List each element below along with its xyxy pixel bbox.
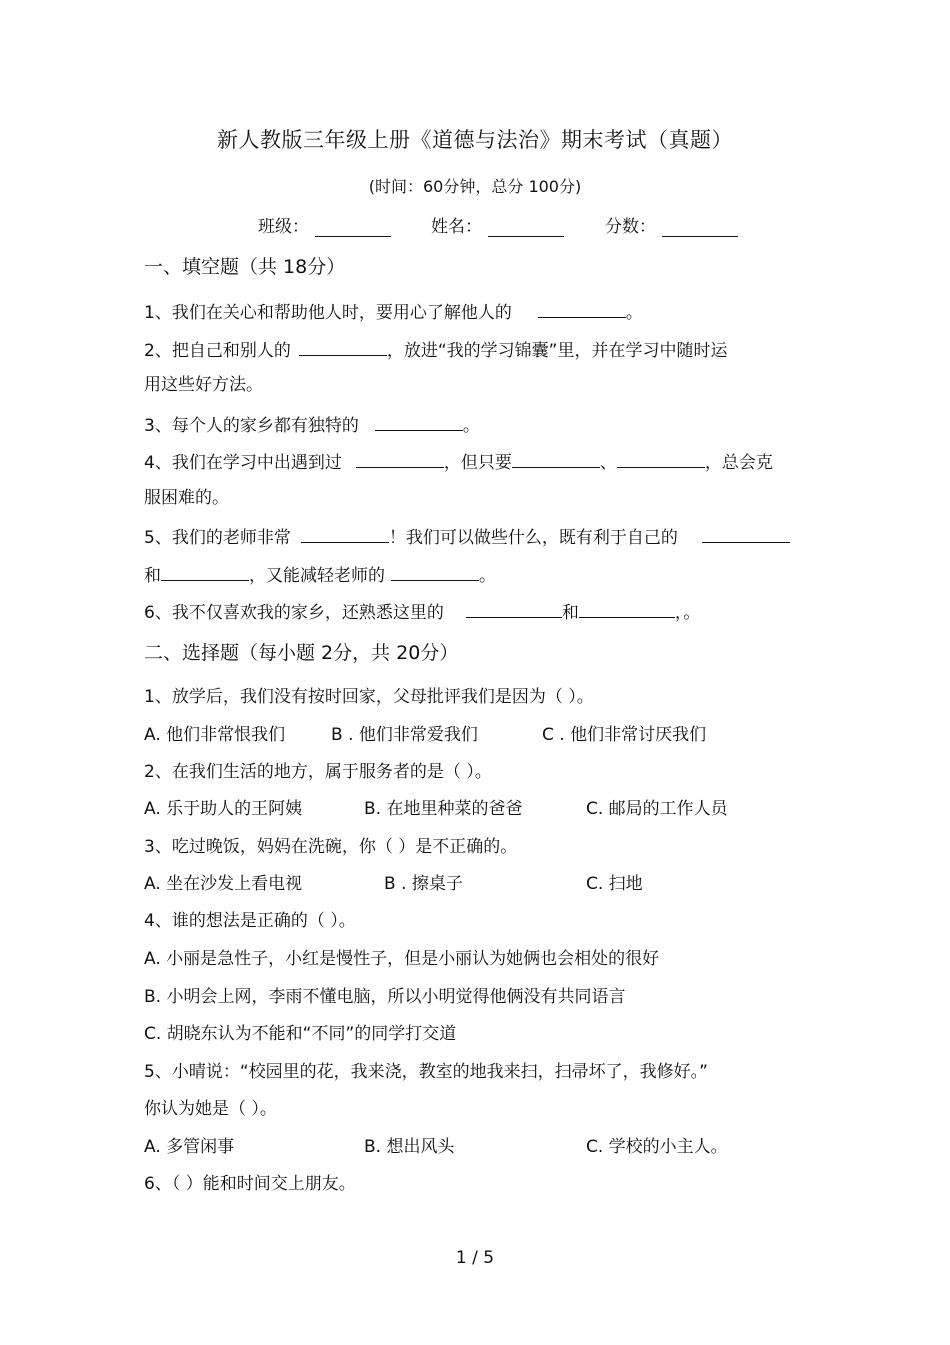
question-text: ，放进“我的学习锦囊”里，并在学习中随时运 — [386, 341, 728, 361]
option-c: C. 扫地 — [586, 874, 643, 894]
answer-blank — [391, 562, 479, 581]
question-continuation: 你认为她是（ ）。 — [144, 1099, 277, 1119]
question-text: ，但只要 — [443, 453, 512, 473]
question-text: 和 — [561, 603, 579, 623]
answer-blank — [161, 562, 249, 581]
answer-blank — [356, 449, 444, 468]
answer-blank — [512, 449, 600, 468]
choice-question-stem: 5、小晴说：“校园里的花，我来浇，教室的地我来扫，扫帚坏了，我修好。” — [144, 1062, 708, 1082]
option-a: A. 坐在沙发上看电视 — [144, 874, 303, 894]
choice-question-stem: 1、放学后，我们没有按时回家，父母批评我们是因为（ ）。 — [144, 687, 594, 707]
answer-blank — [375, 412, 463, 431]
fill-question — [144, 299, 643, 324]
question-text: ，又能减轻老师的 — [249, 566, 385, 586]
question-text: 6、我不仅喜欢我的家乡，还熟悉这里的 — [144, 603, 444, 623]
choice-question-stem: 6、（ ）能和时间交上朋友。 — [144, 1174, 356, 1194]
option-b: B. 想出风头 — [364, 1137, 455, 1157]
option-c: C . 他们非常讨厌我们 — [542, 725, 707, 745]
choice-question-stem: 3、吃过晚饭，妈妈在洗碗，你（ ）是不正确的。 — [144, 837, 518, 857]
question-text: ，。 — [674, 603, 701, 623]
fill-question — [144, 337, 727, 362]
name-blank — [488, 218, 564, 237]
name-label: 姓名： — [431, 217, 482, 237]
fill-question — [144, 524, 790, 549]
question-text: 5、我们的老师非常 — [144, 528, 291, 548]
question-text: 、 — [599, 453, 617, 473]
option-a: A. 多管闲事 — [144, 1137, 235, 1157]
choice-question-stem: 2、在我们生活的地方，属于服务者的是（ ）。 — [144, 762, 492, 782]
page-number: 1 / 5 — [455, 1248, 495, 1268]
question-text: 1、我们在关心和帮助他人时，要用心了解他人的 — [144, 303, 512, 323]
section-heading: 二、选择题（每小题 2分，共 20分） — [144, 642, 459, 664]
question-text: 4、我们在学习中出遇到过 — [144, 453, 342, 473]
option-c: C. 学校的小主人。 — [586, 1137, 728, 1157]
question-continuation — [144, 562, 496, 587]
score-blank — [662, 218, 738, 237]
answer-blank — [702, 524, 790, 543]
class-blank — [315, 218, 391, 237]
fill-question — [144, 449, 773, 474]
answer-blank — [301, 524, 389, 543]
class-label: 班级： — [258, 217, 309, 237]
question-continuation: 服困难的。 — [144, 488, 229, 508]
fill-question — [144, 599, 700, 624]
question-text: ，总会克 — [704, 453, 773, 473]
answer-blank — [466, 599, 562, 618]
option-a: A. 乐于助人的王阿姨 — [144, 799, 303, 819]
exam-subtitle: (时间：60分钟，总分 100分) — [368, 177, 582, 196]
fill-question — [144, 412, 480, 437]
question-text: 和 — [144, 566, 161, 586]
exam-title: 新人教版三年级上册《道德与法治》期末考试（真题） — [217, 128, 733, 152]
section-heading: 一、填空题（共 18分） — [144, 256, 346, 278]
option-c: C. 邮局的工作人员 — [586, 799, 728, 819]
score-field — [605, 212, 738, 237]
class-field — [258, 212, 391, 237]
answer-blank — [299, 337, 387, 356]
score-label: 分数： — [605, 217, 656, 237]
option-c: C. 胡晓东认为不能和“不同”的同学打交道 — [144, 1024, 457, 1044]
question-text: 。 — [479, 566, 496, 586]
question-continuation: 用这些好方法。 — [144, 375, 263, 395]
option-b: B. 小明会上网，李雨不懂电脑，所以小明觉得他俩没有共同语言 — [144, 987, 626, 1007]
option-a: A. 小丽是急性子，小红是慢性子，但是小丽认为她俩也会相处的很好 — [144, 949, 660, 969]
option-b: B . 他们非常爱我们 — [331, 725, 478, 745]
answer-blank — [579, 599, 675, 618]
name-field — [431, 212, 564, 237]
question-text: 2、把自己和别人的 — [144, 341, 291, 361]
question-text: 。 — [625, 303, 643, 323]
choice-question-stem: 4、谁的想法是正确的（ ）。 — [144, 911, 356, 931]
option-b: B. 在地里种菜的爸爸 — [364, 799, 523, 819]
answer-blank — [538, 299, 626, 318]
question-text: 3、每个人的家乡都有独特的 — [144, 416, 359, 436]
option-a: A. 他们非常恨我们 — [144, 725, 286, 745]
answer-blank — [617, 449, 705, 468]
option-b: B . 擦桌子 — [384, 874, 463, 894]
question-text: 。 — [462, 416, 480, 436]
question-text: ！我们可以做些什么，既有利于自己的 — [388, 528, 678, 548]
